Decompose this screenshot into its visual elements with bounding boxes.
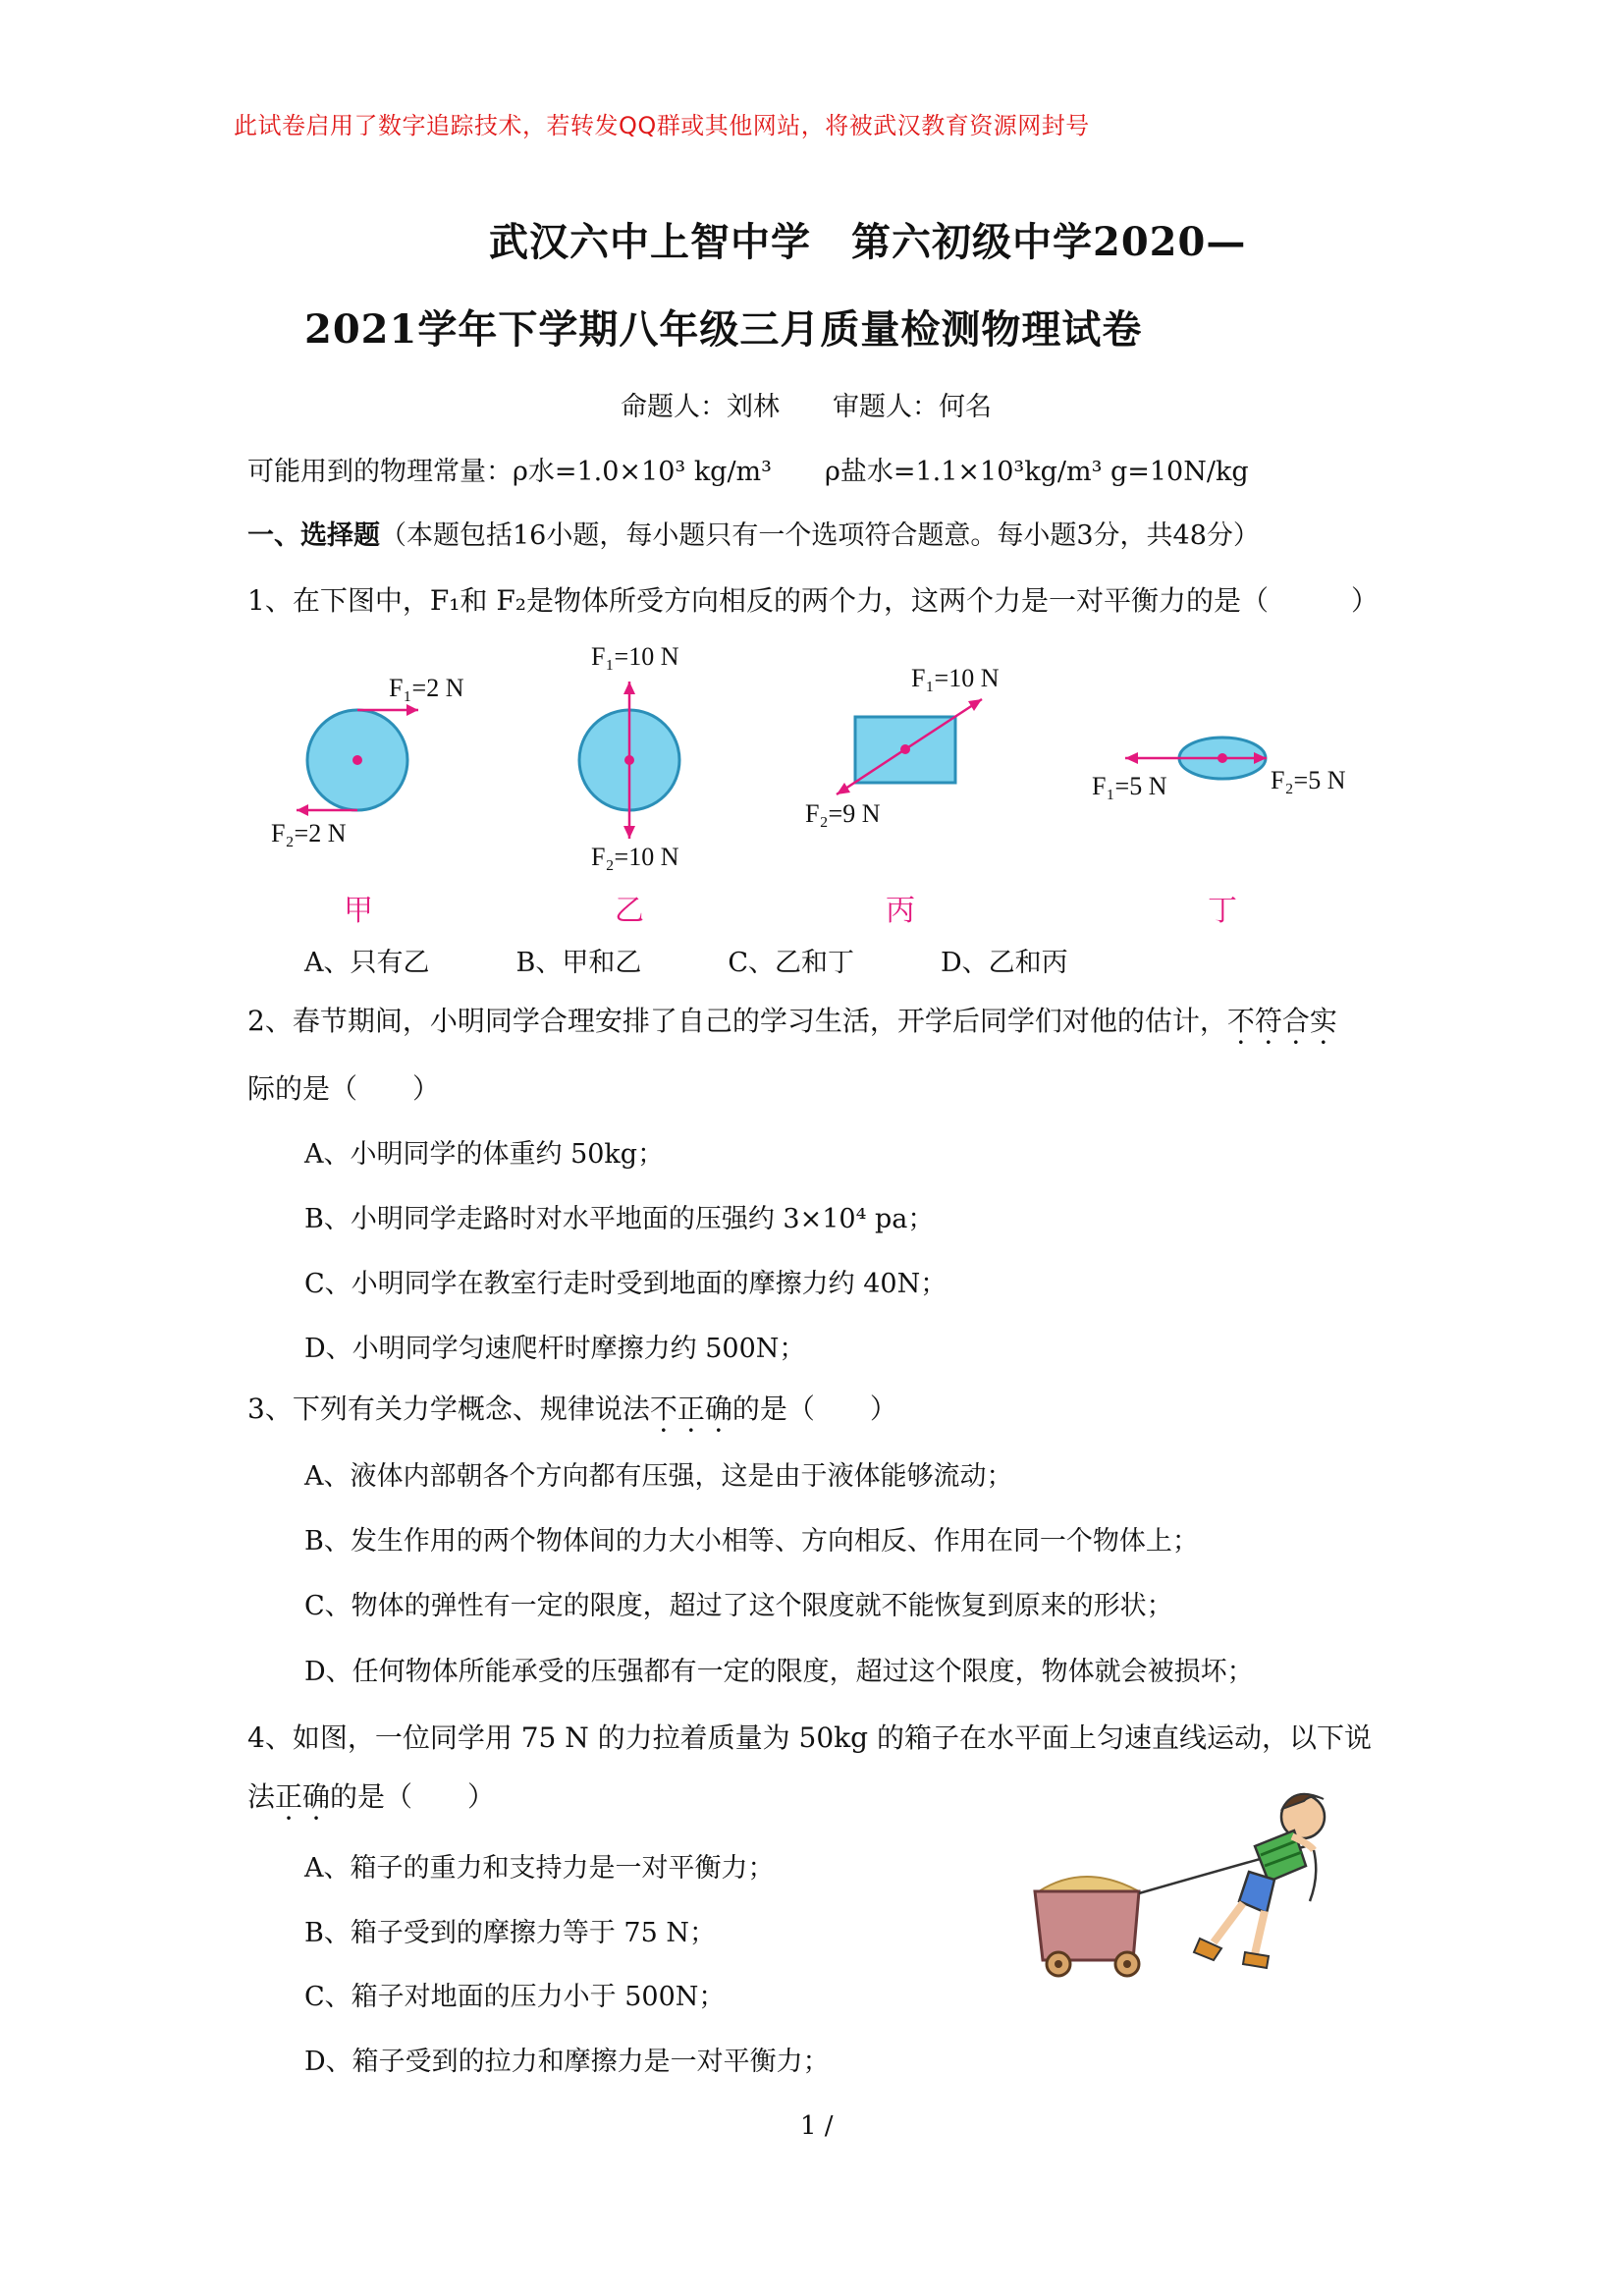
authors: 命题人：刘林 审题人：何名	[621, 392, 992, 422]
q3-option-b[interactable]: B、发生作用的两个物体间的力大小相等、方向相反、作用在同一个物体上；	[304, 1526, 1199, 1557]
q1-option-a[interactable]: A、只有乙	[304, 948, 430, 978]
page-number: 1 /	[800, 2111, 834, 2141]
q3-option-a[interactable]: A、液体内部朝各个方向都有压强，这是由于液体能够流动；	[304, 1461, 1013, 1492]
figure-yi-f1: F₁=10 N	[591, 642, 679, 671]
q3-option-c[interactable]: C、物体的弹性有一定的限度，超过了这个限度就不能恢复到原来的形状；	[304, 1591, 1173, 1621]
q2-stem-text: 2、春节期间，小明同学合理安排了自己的学习生活，开学后同学们对他的估计，	[247, 1005, 1227, 1037]
q4-stem-post: 的是（ ）	[330, 1780, 496, 1813]
q2-option-c[interactable]: C、小明同学在教室行走时受到地面的摩擦力约 40N；	[304, 1269, 947, 1299]
figure-yi-caption: 乙	[615, 894, 644, 928]
figure-jia-f2: F₂=2 N	[271, 819, 347, 847]
physical-constants: 可能用到的物理常量：ρ水=1.0×10³ kg/m³ ρ盐水=1.1×10³kg/m³ g=10N/kg	[247, 457, 1249, 487]
figure-bing-caption: 丙	[886, 894, 915, 928]
q3-option-d[interactable]: D、任何物体所能承受的压强都有一定的限度，超过这个限度，物体就会被损坏；	[304, 1657, 1254, 1687]
q4-option-d[interactable]: D、箱子受到的拉力和摩擦力是一对平衡力；	[304, 2047, 830, 2077]
figure-ding-f1: F₁=5 N	[1092, 772, 1167, 800]
exam-title-line1: 武汉六中上智中学 第六初级中学2020—	[489, 219, 1247, 265]
q1-option-d[interactable]: D、乙和丙	[941, 948, 1068, 978]
q4-option-c[interactable]: C、箱子对地面的压力小于 500N；	[304, 1982, 726, 2012]
q3-stem-post: 的是（ ）	[731, 1393, 897, 1425]
figure-bing-f2: F₂=9 N	[805, 799, 881, 828]
section-header	[247, 514, 1260, 552]
figure-jia-f1: F₁=2 N	[389, 674, 464, 702]
section-title: 一、选择题	[247, 520, 380, 551]
q4-stem-line2	[247, 1776, 495, 1815]
q1-option-b[interactable]: B、甲和乙	[515, 948, 642, 978]
figure-ding-f2: F₂=5 N	[1271, 766, 1346, 794]
q4-option-a[interactable]: A、箱子的重力和支持力是一对平衡力；	[304, 1853, 775, 1884]
q2-stem	[247, 1000, 1337, 1039]
q1-options	[304, 941, 1188, 979]
q1-stem: 1、在下图中，F₁和 F₂是物体所受方向相反的两个力，这两个力是一对平衡力的是（ ）	[247, 584, 1380, 617]
figure-jia-caption: 甲	[344, 894, 373, 928]
tracking-notice: 此试卷启用了数字追踪技术，若转发QQ群或其他网站，将被武汉教育资源网封号	[234, 112, 1090, 139]
q2-option-b[interactable]: B、小明同学走路时对水平地面的压强约 3×10⁴ pa；	[304, 1204, 935, 1234]
q4-stem-pre: 法	[247, 1780, 276, 1813]
section-desc: （本题包括16小题，每小题只有一个选项符合题意。每小题3分，共48分）	[380, 520, 1260, 551]
q2-option-d[interactable]: D、小明同学匀速爬杆时摩擦力约 500N；	[304, 1334, 806, 1364]
q1-option-c[interactable]: C、乙和丁	[728, 948, 855, 978]
q2-stem-emphasis: 不符合实	[1226, 1005, 1337, 1037]
exam-title-line2: 2021学年下学期八年级三月质量检测物理试卷	[304, 306, 1143, 353]
q4-stem-line1: 4、如图，一位同学用 75 N 的力拉着质量为 50kg 的箱子在水平面上匀速直线运动，以下说	[247, 1721, 1372, 1754]
q3-stem-emphasis: 不正确	[649, 1393, 732, 1425]
q3-stem-pre: 3、下列有关力学概念、规律说法	[247, 1393, 650, 1425]
q2-option-a[interactable]: A、小明同学的体重约 50kg；	[304, 1139, 665, 1170]
q3-stem	[247, 1388, 897, 1427]
q4-stem-emphasis: 正确	[275, 1780, 331, 1813]
figure-yi-f2: F₂=10 N	[591, 843, 679, 871]
figure-ding-caption: 丁	[1208, 894, 1237, 928]
q2-stem-line2: 际的是（ ）	[247, 1072, 441, 1105]
q4-illustration-cart-boy	[0, 0, 1, 1]
q4-option-b[interactable]: B、箱子受到的摩擦力等于 75 N；	[304, 1918, 716, 1948]
figure-bing-f1: F₁=10 N	[911, 664, 1000, 692]
